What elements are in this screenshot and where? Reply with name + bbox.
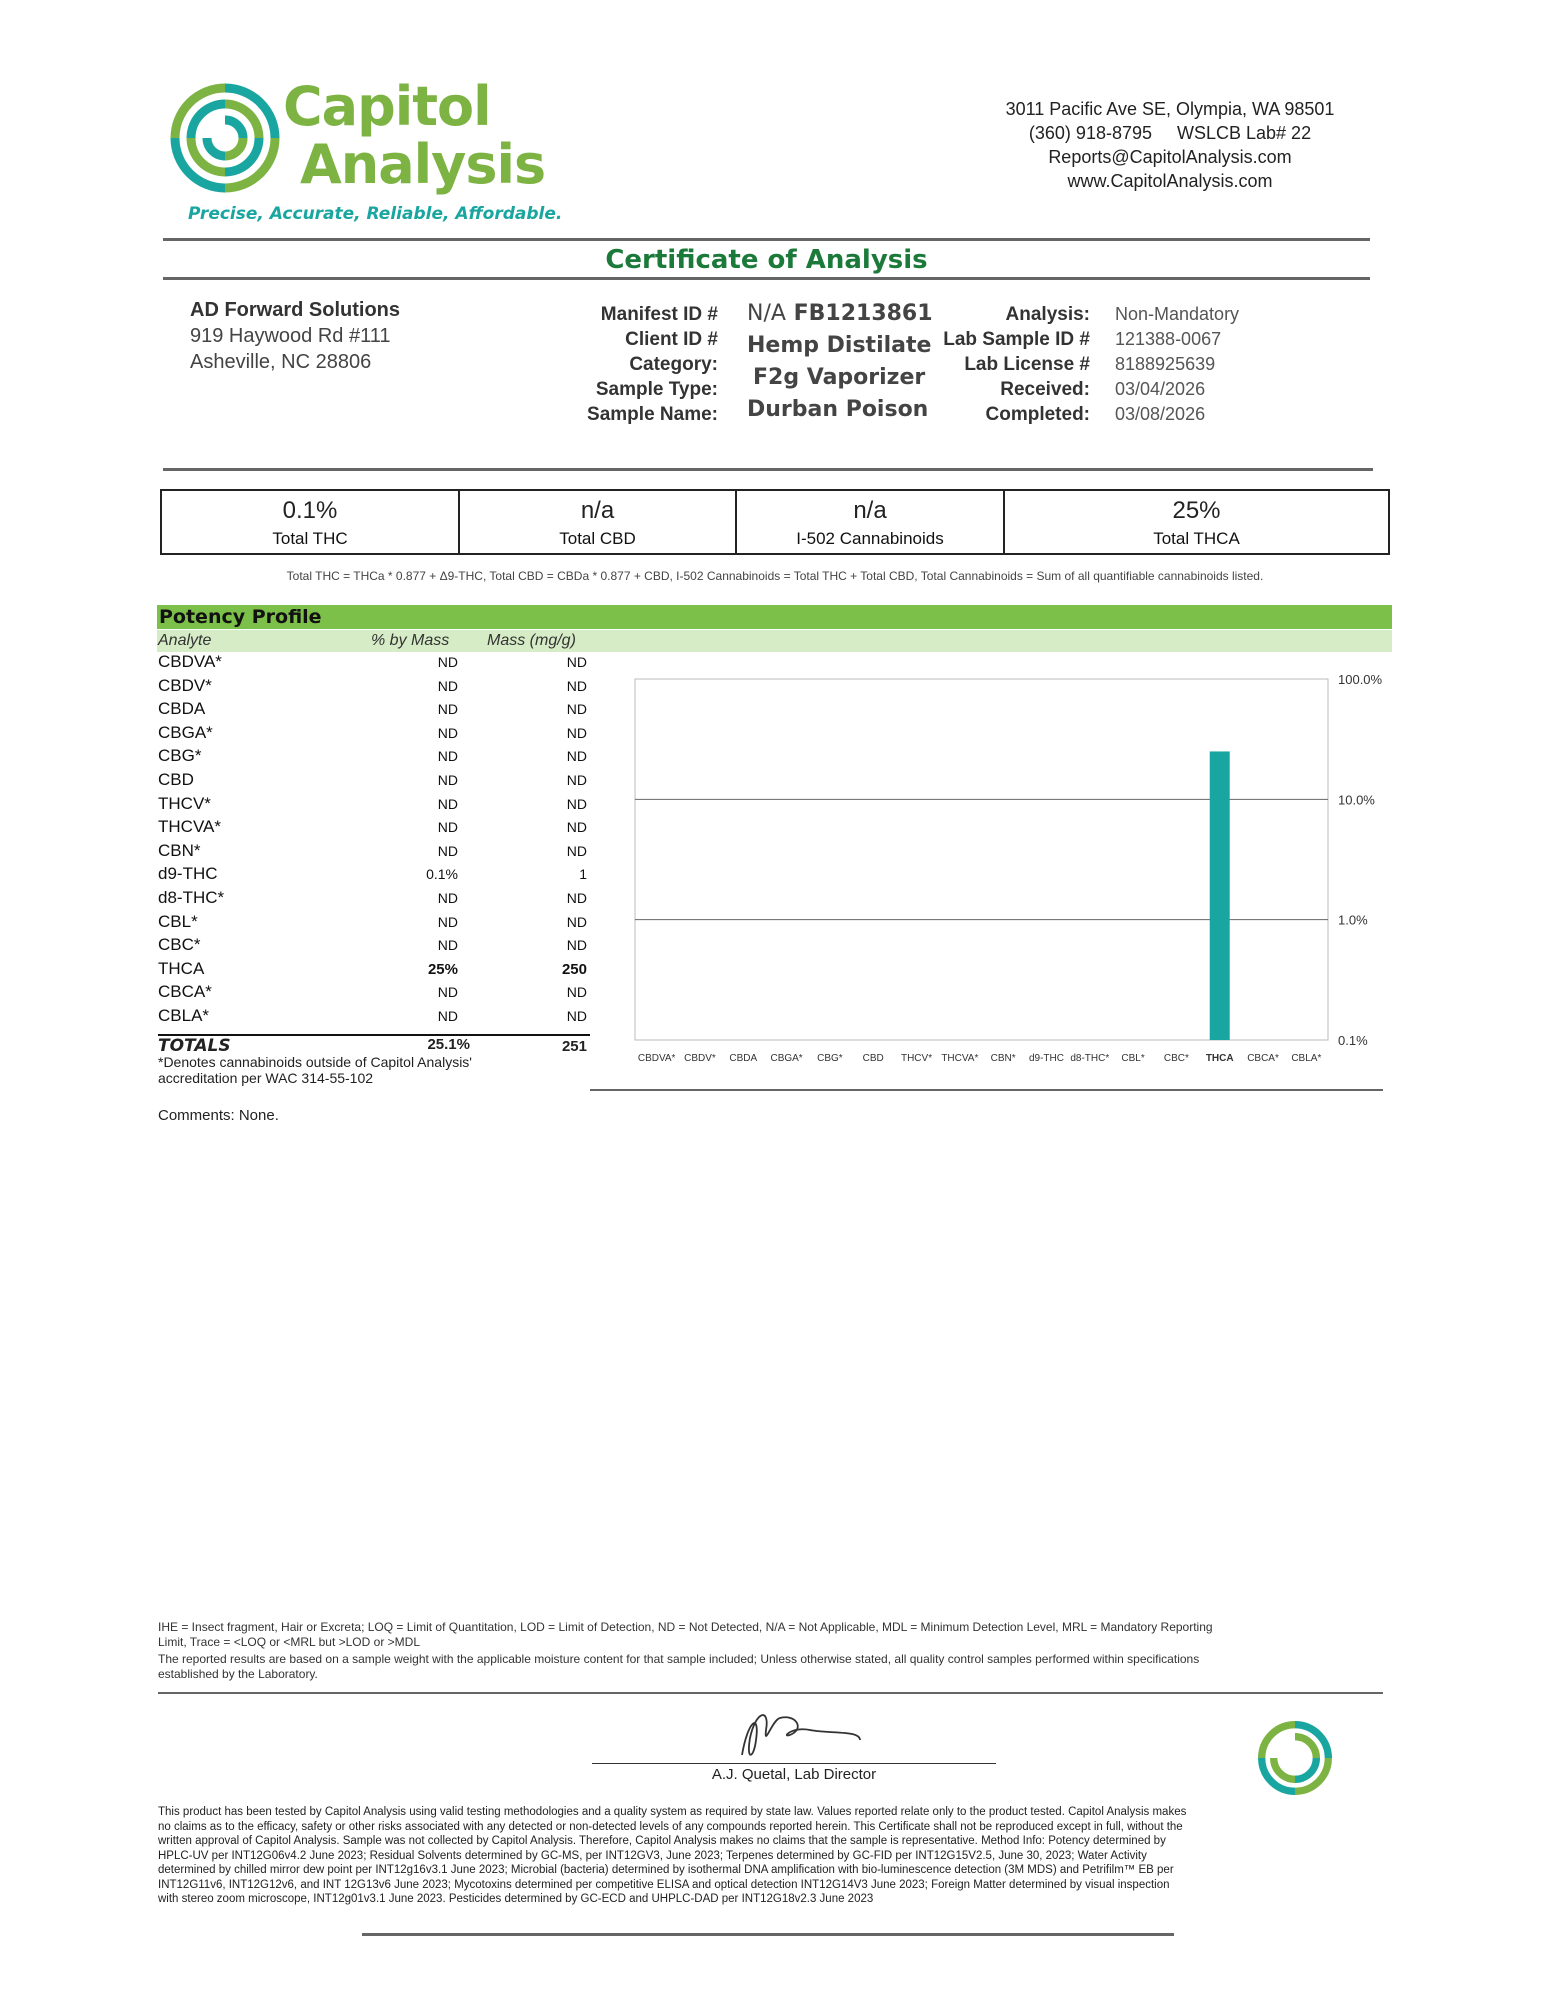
pct-by-mass: ND [437, 677, 458, 694]
analyte-name: THCV* [158, 793, 211, 813]
potency-row [158, 746, 590, 770]
potency-title: Potency Profile [159, 606, 322, 628]
pct-by-mass: ND [437, 701, 458, 718]
analysis-label: Analysis: [1005, 304, 1090, 325]
mass-mg-g: ND [566, 701, 587, 718]
analyte-name: CBC* [158, 935, 201, 955]
results-line: The reported results are based on a sample weight with the applicable moisture content for that sample included; Unless otherwise stated, all quality control samples performed within specifications [158, 1652, 1200, 1666]
potency-row [158, 912, 590, 936]
y-tick-label: 10.0% [1338, 792, 1375, 808]
potency-column-headers [157, 630, 1392, 652]
x-tick-label: THCV* [900, 1053, 933, 1064]
bar-thca [1210, 751, 1230, 1040]
chart-bottom-rule [590, 1089, 1383, 1091]
info-rule [163, 468, 1373, 471]
formula-note: Total THC = THCa * 0.877 + Δ9-THC, Total CBD = CBDa * 0.877 + CBD, I-502 Cannabinoids = Total THC + Total CBD, Total Cannabinoids = Sum of all quantifiable cannabinoids listed. [286, 569, 1264, 583]
lab-sample-label: Lab Sample ID # [943, 329, 1090, 350]
mass-mg-g: ND [566, 748, 587, 765]
potency-row [158, 982, 590, 1006]
x-tick-label: THCA [1205, 1053, 1234, 1064]
abbreviations-note [158, 1620, 1393, 1650]
y-tick-label: 1.0% [1338, 912, 1368, 928]
footer-logo-icon [1255, 1718, 1335, 1798]
analyte-name: CBDA [158, 699, 206, 719]
brand-line2: Analysis [300, 133, 546, 196]
disclaimer-line: determined by chilled mirror dew point per INT12g16v3.1 June 2023; Microbial (bacteria) determined by isothermal DNA amplification with bio-luminescence detection (3M MDS) and Petrifilm™ EB per [158, 1864, 1174, 1876]
mass-mg-g: 250 [561, 960, 587, 978]
summary-label: Total THC [272, 529, 348, 548]
analysis-values [1115, 302, 1239, 427]
analyte-name: d8-THC* [158, 888, 225, 907]
results-note [158, 1652, 1393, 1682]
sample-name-label: Sample Name: [587, 404, 718, 425]
pct-by-mass: 0.1% [426, 866, 458, 883]
client-address1: 919 Haywood Rd #111 [190, 325, 391, 347]
y-tick-label: 0.1% [1338, 1033, 1368, 1048]
pct-by-mass: ND [437, 842, 458, 859]
disclaimer [158, 1805, 1393, 1907]
client-name: AD Forward Solutions [190, 299, 400, 321]
company-logo [165, 78, 285, 198]
potency-row [158, 935, 590, 959]
pct-by-mass: ND [437, 795, 458, 812]
potency-row [158, 652, 590, 676]
results-line: established by the Laboratory. [158, 1667, 318, 1681]
pct-by-mass: ND [437, 984, 458, 1001]
category-label: Category: [629, 354, 718, 375]
signature-rule-top [158, 1692, 1383, 1694]
manifest-prefix: N/A [747, 301, 786, 326]
potency-header-bar [157, 605, 1392, 629]
pct-by-mass: ND [437, 748, 458, 765]
potency-row [158, 959, 590, 983]
summary-i502 [737, 491, 1005, 553]
pct-by-mass: ND [437, 913, 458, 930]
title-rule-top [163, 238, 1370, 241]
lab-email[interactable]: Reports@CapitolAnalysis.com [1048, 147, 1292, 167]
mass-mg-g: ND [566, 984, 587, 1001]
summary-label: Total THCA [1153, 529, 1240, 548]
pct-by-mass: ND [437, 819, 458, 836]
analyte-name: CBL* [158, 911, 198, 931]
client-id-label: Client ID # [625, 329, 718, 350]
accreditation-footnote [158, 1054, 472, 1086]
client-block [190, 297, 400, 375]
pct-by-mass: ND [437, 654, 458, 670]
analysis-labels [925, 302, 1090, 427]
disclaimer-line: INT12G11v6, INT12G12v6, and INT 12G13v6 June 2023; Mycotoxins determined per competitive ELISA and optical detection INT12G14V3 June 2023; Foreign Matter determined by visual inspection [158, 1878, 1170, 1891]
y-tick-label: 100.0% [1338, 672, 1383, 687]
received-value: 03/04/2026 [1115, 379, 1206, 399]
disclaimer-line: with stereo zoom microscope, INT12g01v3.1 June 2023. Pesticides determined by GC-ECD and UHPLC-DAD per INT12G18v2.3 June 2023 [158, 1893, 874, 1905]
sample-name-value: Durban Poison [747, 397, 929, 422]
client-address2: Asheville, NC 28806 [190, 351, 372, 373]
potency-chart [600, 650, 1390, 1085]
summary-value: 0.1% [282, 497, 338, 524]
summary-label: I-502 Cannabinoids [796, 529, 944, 548]
completed-value: 03/08/2026 [1115, 404, 1206, 424]
pct-by-mass: ND [437, 890, 458, 906]
potency-row [158, 723, 590, 747]
mass-mg-g: ND [566, 842, 587, 859]
x-tick-label: d9-THC [1028, 1053, 1064, 1064]
pct-by-mass: ND [437, 1008, 458, 1024]
summary-total-cbd [460, 491, 737, 553]
mass-mg-g: ND [566, 819, 587, 836]
x-tick-label: CBG* [817, 1053, 843, 1064]
analyte-name: CBGA* [158, 722, 213, 742]
analyte-name: THCVA* [158, 817, 221, 837]
analysis-value: Non-Mandatory [1115, 304, 1240, 324]
col-mass: Mass (mg/g) [487, 632, 576, 649]
analyte-name: CBLA* [158, 1006, 210, 1025]
manifest-label: Manifest ID # [600, 304, 718, 325]
x-tick-label: CBN* [990, 1053, 1016, 1064]
totals-mass: 251 [561, 1038, 587, 1055]
footer-rule [362, 1933, 1174, 1936]
analyte-name: CBG* [158, 746, 202, 766]
mass-mg-g: ND [566, 1008, 587, 1024]
potency-row [158, 699, 590, 723]
lab-license-label: Lab License # [964, 354, 1090, 375]
lab-website[interactable]: www.CapitolAnalysis.com [1067, 171, 1273, 191]
analyte-name: CBDVA* [158, 652, 222, 671]
lab-sample-value: 121388-0067 [1115, 329, 1222, 349]
analyte-name: CBD [158, 770, 194, 789]
potency-row [158, 888, 590, 912]
summary-value: 25% [1172, 497, 1221, 524]
summary-total-thca [1005, 491, 1388, 553]
mass-mg-g: ND [566, 795, 587, 812]
x-tick-label: CBLA* [1291, 1053, 1322, 1064]
mass-mg-g: ND [566, 913, 587, 930]
mass-mg-g: ND [566, 937, 587, 954]
signature [720, 1700, 880, 1770]
disclaimer-line: This product has been tested by Capitol Analysis using valid testing methodologies and a quality system as required by state law. Values reported relate only to the product tested. Capitol Analysis makes [158, 1806, 1187, 1818]
analyte-name: CBDV* [158, 675, 212, 695]
lab-address: 3011 Pacific Ave SE, Olympia, WA 98501 [1005, 99, 1335, 119]
potency-row [158, 864, 590, 888]
summary-label: Total CBD [559, 529, 636, 548]
potency-row [158, 1006, 590, 1030]
analyte-name: THCA [158, 958, 205, 978]
x-tick-label: CBDVA* [637, 1053, 676, 1064]
pct-by-mass: ND [437, 724, 458, 741]
sample-labels [540, 302, 718, 427]
x-tick-label: d8-THC* [1070, 1053, 1110, 1064]
abbrev-line: Limit, Trace = <LOQ or <MRL but >LOD or >MDL [158, 1635, 420, 1649]
disclaimer-line: HPLC-UV per INT12G06v4.2 June 2023; Residual Solvents determined by GC-MS, per INT12GV3, June 2023; Terpenes determined by GC-FID per INT12G15V2.5, June 30, 2023; Water Activity [158, 1849, 1147, 1862]
totals-label: TOTALS [158, 1036, 231, 1056]
x-tick-label: CBDA [729, 1053, 758, 1064]
sample-type-label: Sample Type: [595, 379, 718, 400]
manifest-value: FB1213861 [793, 301, 933, 326]
mass-mg-g: ND [566, 890, 587, 906]
potency-row [158, 676, 590, 700]
mass-mg-g: ND [566, 772, 587, 788]
x-tick-label: CBGA* [770, 1053, 803, 1064]
lab-license-value: 8188925639 [1115, 354, 1216, 374]
mass-mg-g: ND [566, 677, 587, 694]
disclaimer-line: written approval of Capitol Analysis. Sample was not collected by Capitol Analysis. Therefore, Capitol Analysis makes no claims that the sample is representative. Method Info: Potency determined by [158, 1835, 1166, 1847]
lab-contact [940, 97, 1400, 193]
potency-row [158, 794, 590, 818]
client-id-value: Hemp Distilate [747, 333, 932, 358]
x-tick-label: CBCA* [1247, 1053, 1279, 1064]
potency-row [158, 841, 590, 865]
mass-mg-g: 1 [579, 866, 587, 883]
footnote-line: *Denotes cannabinoids outside of Capitol Analysis' [158, 1054, 472, 1070]
x-tick-label: CBD [862, 1053, 884, 1064]
summary-value: n/a [580, 497, 615, 524]
pct-by-mass: ND [437, 772, 458, 788]
logo-swirl-icon [165, 78, 285, 198]
completed-label: Completed: [985, 404, 1090, 425]
col-analyte: Analyte [158, 632, 212, 649]
abbrev-line: IHE = Insect fragment, Hair or Excreta; LOQ = Limit of Quantitation, LOD = Limit of Detection, ND = Not Detected, N/A = Not Applicable, MDL = Minimum Detection Level, MRL = Mandatory Reporting [158, 1620, 1213, 1634]
footnote-line: accreditation per WAC 314-55-102 [158, 1070, 374, 1086]
analyte-name: CBN* [158, 840, 201, 860]
x-tick-label: CBC* [1163, 1053, 1189, 1064]
document-title: Certificate of Analysis [605, 245, 928, 275]
col-pct: % by Mass [371, 632, 450, 649]
received-label: Received: [1000, 379, 1090, 400]
disclaimer-line: no claims as to the efficacy, safety or other risks associated with any detected or non-detected levels of any compounds reported herein. This Certificate shall not be reproduced except in full, without the [158, 1820, 1183, 1833]
potency-row [158, 770, 590, 794]
x-tick-label: THCVA* [941, 1053, 979, 1064]
comments: Comments: None. [158, 1107, 279, 1124]
sample-values [747, 298, 933, 426]
signature-line [592, 1763, 996, 1764]
lab-phone: (360) 918-8795 WSLCB Lab# 22 [1028, 123, 1312, 143]
title-rule-bottom [163, 277, 1370, 280]
signer-name: A.J. Quetal, Lab Director [711, 1766, 877, 1783]
pct-by-mass: 25% [427, 960, 458, 978]
totals-pct: 25.1% [427, 1036, 470, 1053]
analyte-name: CBCA* [158, 982, 212, 1002]
brand-line1: Capitol [283, 75, 491, 138]
category-value: F2g Vaporizer [753, 365, 926, 390]
analyte-name: d9-THC [158, 864, 218, 884]
summary-value: n/a [853, 497, 887, 524]
pct-by-mass: ND [437, 937, 458, 954]
x-tick-label: CBL* [1121, 1053, 1145, 1064]
mass-mg-g: ND [566, 724, 587, 741]
summary-table [160, 489, 1390, 555]
potency-row [158, 817, 590, 841]
tagline: Precise, Accurate, Reliable, Affordable. [188, 204, 563, 224]
x-tick-label: CBDV* [684, 1053, 716, 1064]
mass-mg-g: ND [566, 654, 587, 670]
summary-total-thc [162, 491, 460, 553]
